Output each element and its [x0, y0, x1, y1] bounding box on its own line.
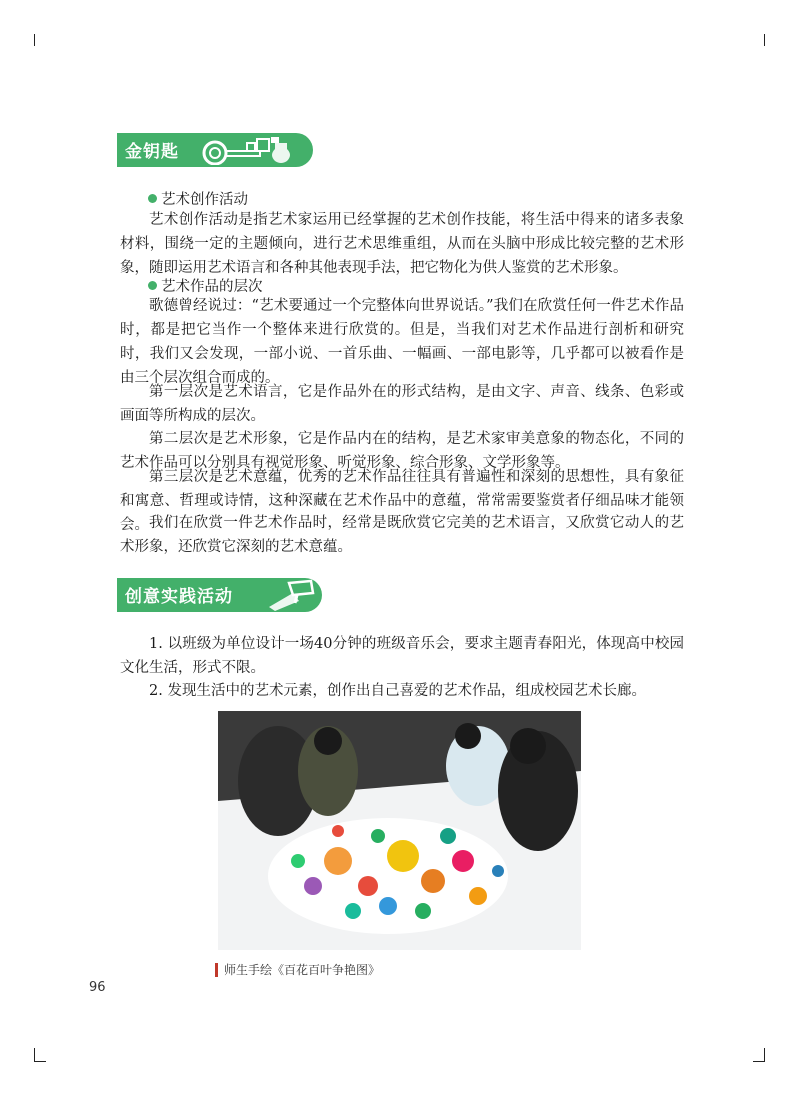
mural-painting-photo — [218, 711, 581, 950]
activity-item: 1. 以班级为单位设计一场40分钟的班级音乐会，要求主题青春阳光，体现高中校园文化生活，形式不限。 — [120, 636, 684, 676]
section-title: 创意实践活动 — [125, 587, 233, 607]
subheading-text: 艺术创作活动 — [161, 192, 248, 208]
section-title: 金钥匙 — [125, 142, 179, 162]
paragraph: 第二层次是艺术形象，它是作品内在的结构，是艺术家审美意象的物态化，不同的艺术作品可以分别具有视觉形象、听觉形象、综合形象、文学形象等。 — [120, 431, 684, 471]
activity-item: 2. 发现生活中的艺术元素，创作出自己喜爱的艺术作品，组成校园艺术长廊。 — [149, 683, 646, 699]
key-icon — [195, 135, 307, 165]
crop-mark — [34, 1048, 35, 1062]
section-banner-golden-key — [117, 133, 313, 167]
crop-mark — [34, 34, 35, 46]
bullet-dot — [148, 281, 157, 290]
section-banner-creative-practice — [117, 578, 322, 612]
figure-caption — [215, 961, 380, 978]
paragraph: 我们在欣赏一件艺术作品时，经常是既欣赏它完美的艺术语言，又欣赏它动人的艺术形象，还欣赏它深刻的艺术意蕴。 — [120, 515, 684, 555]
crop-mark — [764, 34, 765, 46]
subheading-art-levels — [148, 275, 263, 296]
paint-roller-icon — [259, 579, 319, 611]
paragraph: 第三层次是艺术意蕴，优秀的艺术作品往往具有普遍性和深刻的思想性，具有象征和寓意、哲理或诗情，这种深藏在艺术作品中的意蕴，常常需要鉴赏者仔细品味才能领会。 — [120, 469, 684, 533]
crop-mark — [764, 1048, 765, 1062]
subheading-art-creation — [148, 188, 248, 209]
paragraph: 第一层次是艺术语言，它是作品外在的形式结构，是由文字、声音、线条、色彩或画面等所构成的层次。 — [120, 384, 684, 424]
crop-mark — [34, 1061, 46, 1062]
caption-text: 师生手绘《百花百叶争艳图》 — [224, 963, 381, 977]
caption-bar — [215, 963, 218, 977]
crop-mark — [753, 1061, 765, 1062]
page-number: 96 — [89, 980, 106, 995]
subheading-text: 艺术作品的层次 — [161, 279, 263, 295]
paragraph: 歌德曾经说过：“艺术要通过一个完整体向世界说话。”我们在欣赏任何一件艺术作品时，都是把它当作一个整体来进行欣赏的。但是，当我们对艺术作品进行剖析和研究时，我们又会发现，一部小说、一首乐曲、一幅画、一部电影等，几乎都可以被看作是由三个层次组合而成的。 — [120, 298, 684, 386]
photo-illustration — [218, 711, 581, 950]
paragraph: 艺术创作活动是指艺术家运用已经掌握的艺术创作技能，将生活中得来的诸多表象材料，围绕一定的主题倾向，进行艺术思维重组，从而在头脑中形成比较完整的艺术形象，随即运用艺术语言和各种其他表现手法，把它物化为供人鉴赏的艺术形象。 — [120, 212, 684, 276]
bullet-dot — [148, 194, 157, 203]
